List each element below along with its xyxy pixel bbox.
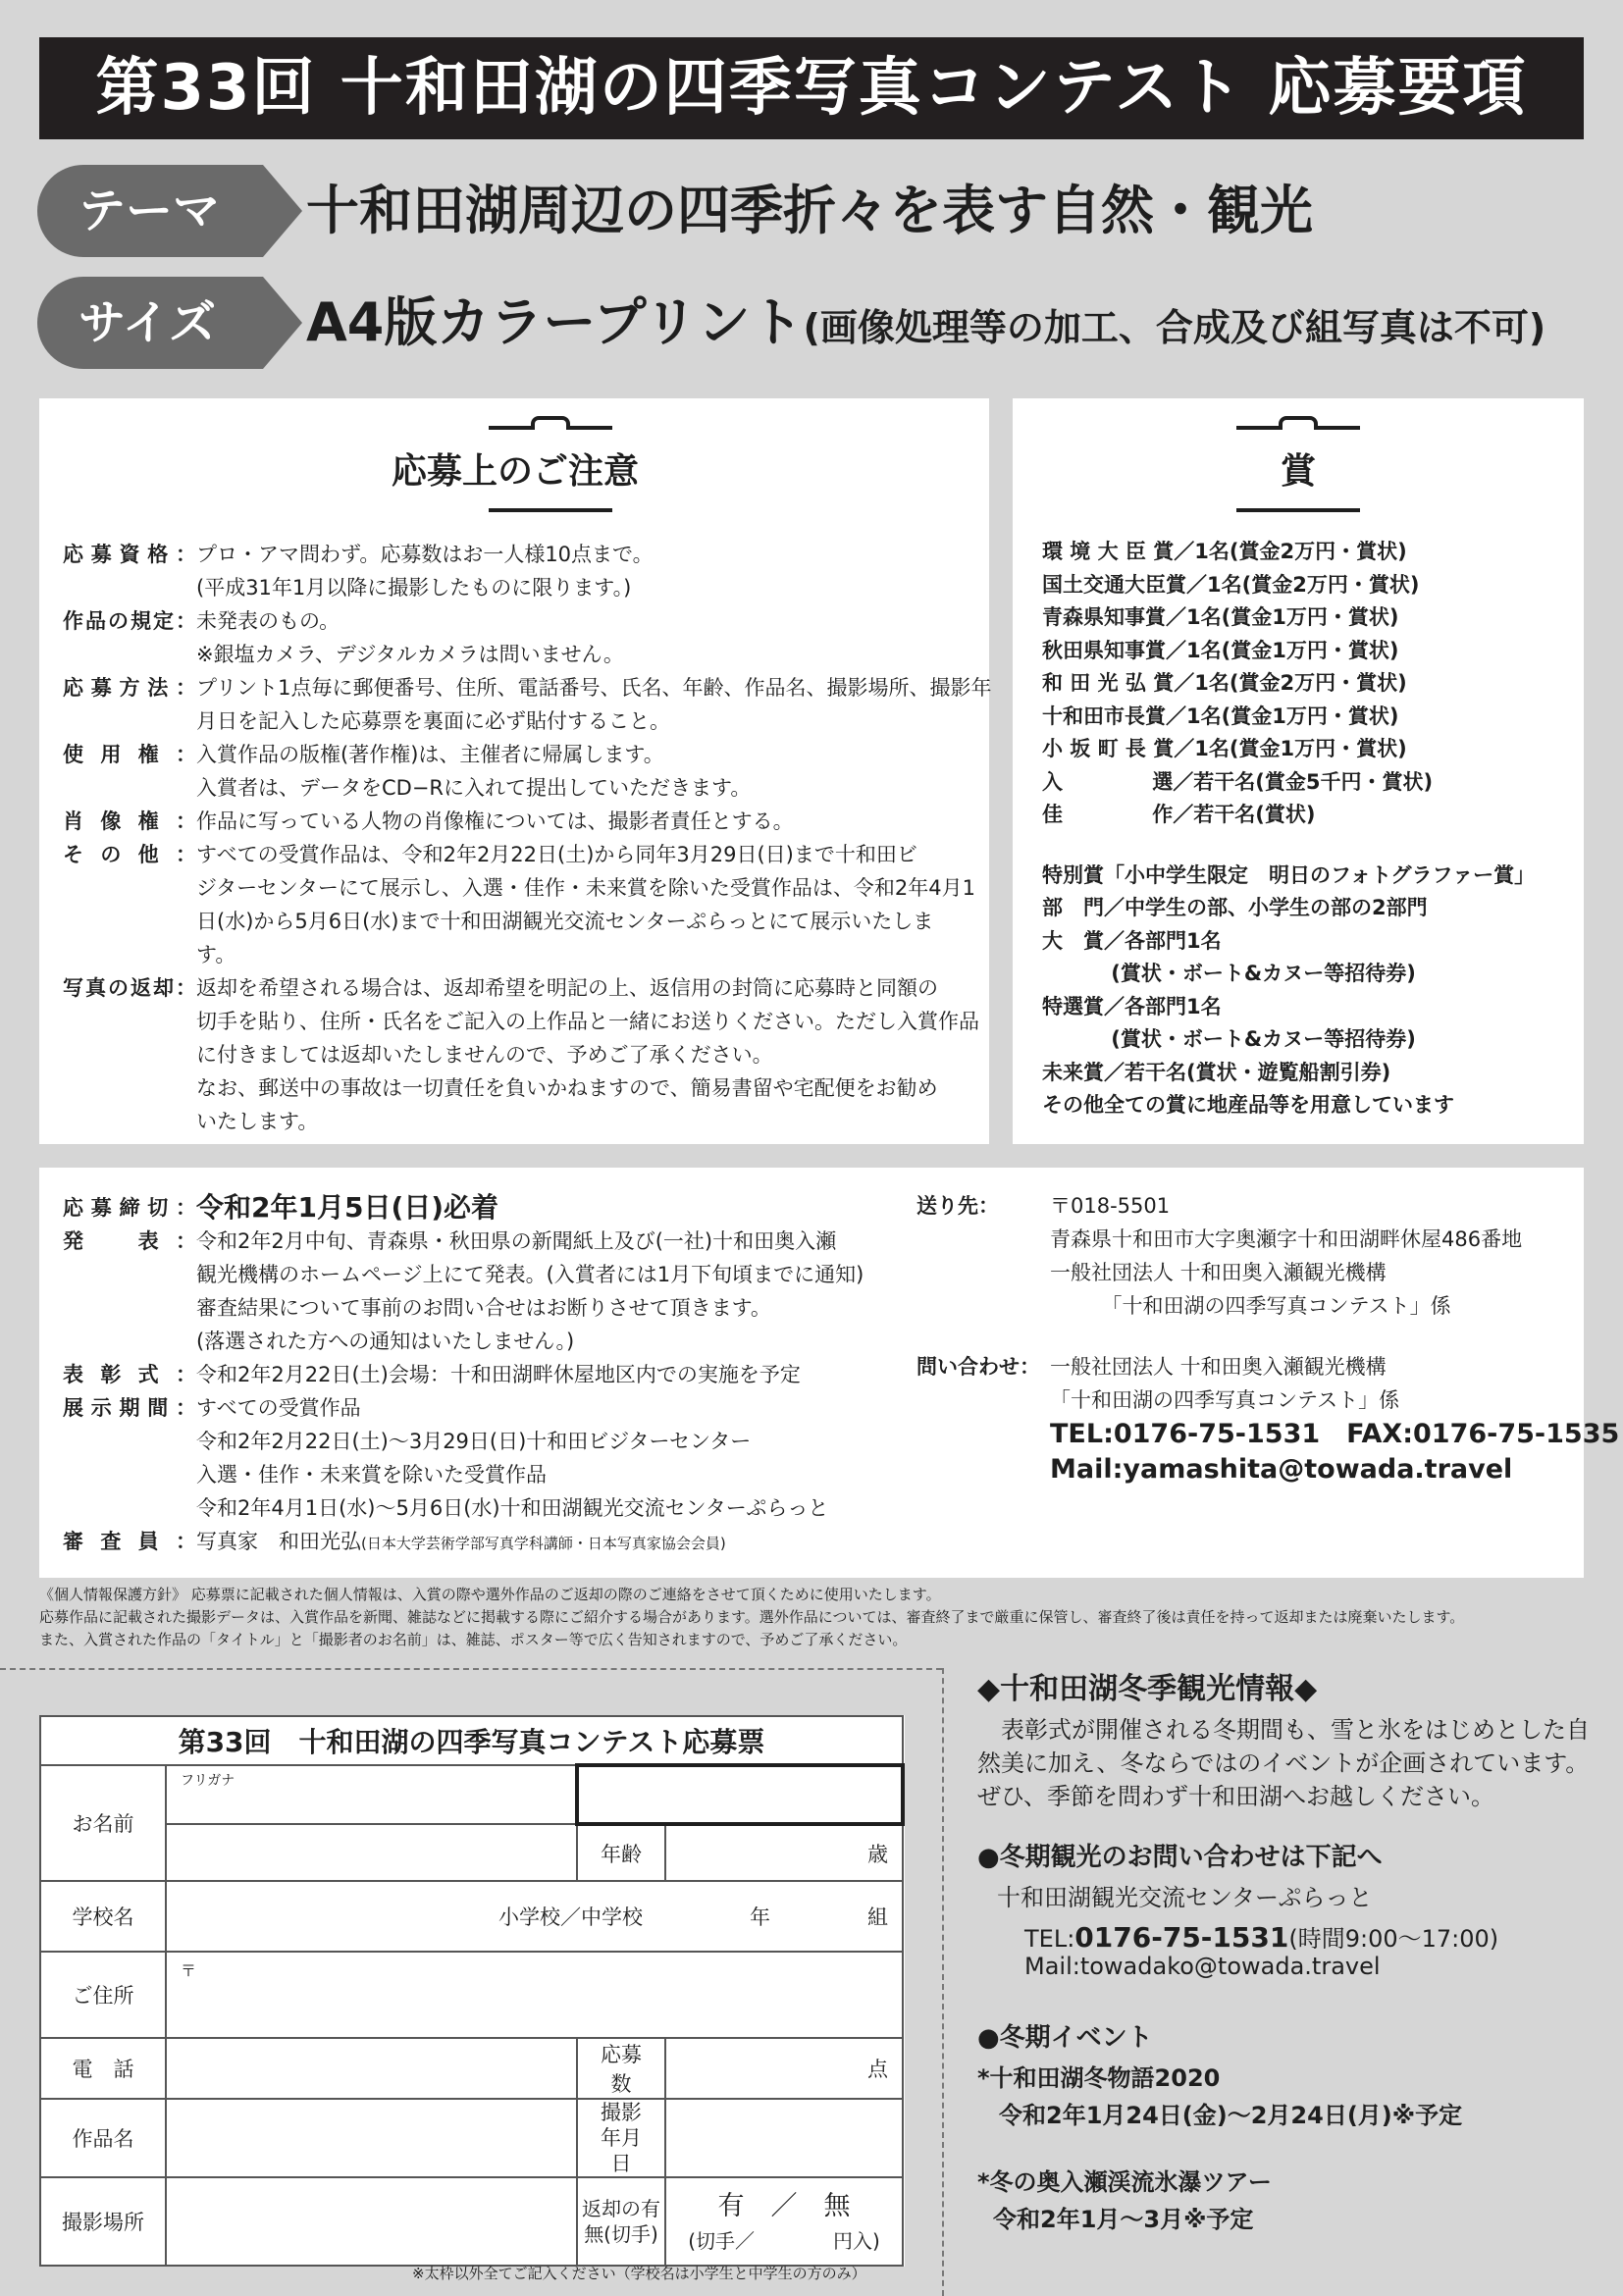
notice-row-label: 応募方法： [63,676,196,700]
notice-row-label: 応募資格： [63,543,196,566]
notice-row [63,838,975,971]
notice-row-label: その他： [63,843,196,866]
notice-row-value [196,671,992,738]
theme-text: 十和田湖周辺の四季折々を表す自然・観光 [306,180,1313,241]
schedule-row-label: 展示期間： [63,1396,196,1420]
notice-row-value [196,738,966,805]
schedule-row-value [196,1225,867,1358]
schedule-line: 令和2年2月22日(土)〜3月29日(日)十和田ビジターセンター [196,1430,752,1453]
special-prize-item: (賞状・ボート&カヌー等招待券) [1042,1027,1416,1051]
schedule-row-value [196,1525,867,1560]
schedule-row [63,1191,867,1225]
notice-line: プロ・アマ問わず。応募数はお一人様10点まで。 [196,543,654,566]
notice-line: プリント1点毎に郵便番号、住所、電話番号、氏名、年齢、作品名、撮影場所、撮影年 [196,676,992,700]
form-place-input[interactable] [166,2177,577,2266]
form-count-label: 応募数 [577,2038,665,2099]
schedule-line: 令和2年2月22日(土)会場：十和田湖畔休屋地区内での実施を予定 [196,1363,801,1386]
special-prize-item: 部 門／中学生の部、小学生の部の2部門 [1042,896,1428,919]
notice-line: 入賞作品の版権(著作権)は、主催者に帰属します。 [196,743,664,766]
form-furigana[interactable]: フリガナ [166,1765,577,1824]
notice-line: ※銀塩カメラ、デジタルカメラは問いません。 [196,643,624,666]
form-address-label: ご住所 [40,1952,166,2038]
form-phone-label: 電 話 [40,2038,166,2099]
winter-tel[interactable]: 0176-75-1531 [1074,1921,1289,1954]
entry-form [39,1715,905,2267]
winter-inquiry-name: 十和田湖観光交流センターぷらっと [997,1884,1373,1911]
schedule-row-label: 審査員： [63,1530,196,1553]
school-year: 年 [750,1905,770,1929]
contact-tel-fax: TEL:0176-75-1531 FAX:0176-75-1535 [1050,1419,1620,1449]
winter-inquiry-title: ●冬期観光のお問い合わせは下記へ [977,1843,1383,1872]
notice-line: 未発表のもの。 [196,609,340,633]
notice-line: 作品に写っている人物の肖像権については、撮影者責任とする。 [196,809,794,833]
cut-line-vertical [942,1668,944,2296]
form-phone-input[interactable] [166,2038,577,2099]
notice-heading: 応募上のご注意 [391,451,639,492]
form-age-label: 年齢 [577,1824,665,1881]
notice-row-label: 使用権： [63,743,196,766]
schedule-row [63,1525,867,1560]
cut-line [0,1668,942,1670]
prize-item: 和 田 光 弘 賞／1名(賞金2万円・賞状) [1042,671,1407,695]
prize-heading: 賞 [1280,451,1316,492]
prize-item: 秋田県知事賞／1名(賞金1万円・賞状) [1042,638,1399,662]
winter-intro [977,1713,1590,1813]
size-text-block [306,277,1545,374]
notice-row [63,604,966,671]
schedule-line: 令和2年2月中旬、青森県・秋田県の新聞紙上及び(一社)十和田奥入瀬 [196,1229,837,1253]
notice-line: ジターセンターにて展示し、入選・佳作・未来賞を除いた受賞作品は、令和2年4月1 [196,876,975,900]
notice-line: す。 [196,943,236,966]
winter-event1-date: 令和2年1月24日(金)〜2月24日(月)※予定 [999,2102,1463,2129]
special-prize-item: 特選賞／各部門1名 [1042,994,1222,1018]
notice-row-label: 写真の返却： [63,976,196,1000]
notice-row-value [196,838,975,971]
form-place-label: 撮影場所 [40,2177,166,2266]
notice-row-value [196,805,966,838]
contact-label: 問い合わせ： [916,1355,1040,1379]
form-school-label: 学校名 [40,1881,166,1952]
winter-event-title: ●冬期イベント [977,2023,1153,2053]
notice-line: 切手を貼り、住所・氏名をご記入の上作品と一緒にお送りください。ただし入賞作品 [196,1010,979,1033]
schedule-line: 審査結果について事前のお問い合せはお断りさせて頂きます。 [196,1296,771,1320]
prize-item: 入 選／若干名(賞金5千円・賞状) [1042,769,1434,794]
schedule-line: 令和2年1月5日(日)必着 [196,1191,499,1224]
notice-line: すべての受賞作品は、令和2年2月22日(土)から同年3月29日(日)まで十和田ビ [196,843,917,866]
notice-row-value [196,538,966,604]
winter-hours: (時間9:00〜17:00) [1288,1925,1499,1953]
form-shot-date-label: 撮影年月日 [577,2099,665,2177]
size-note: (画像処理等の加工、合成及び組写真は不可) [803,306,1546,349]
form-school-input[interactable] [166,1881,903,1952]
form-age-input[interactable]: 歳 [665,1824,903,1881]
form-note: ※太枠以外全てご記入ください（学校名は小学生と中学生の方のみ） [412,2265,866,2282]
special-prize-item: 特別賞「小中学生限定 明日のフォトグラファー賞」 [1042,862,1536,887]
notice-line: いたします。 [196,1110,319,1133]
winter-event1-name: *十和田湖冬物語2020 [977,2064,1221,2092]
page-title: 第33回 十和田湖の四季写真コンテスト 応募要項 [39,37,1584,139]
form-return-input[interactable] [665,2177,903,2266]
school-type: 小学校／中学校 [498,1905,643,1929]
send-line: 一般社団法人 十和田奥入瀬観光機構 [1050,1261,1387,1284]
winter-intro-line: ぜひ、季節を問わず十和田湖へお越しください。 [977,1783,1495,1810]
notice-line: に付きましては返却いたしませんので、予めご了承ください。 [196,1043,773,1067]
schedule-row-label: 表彰式： [63,1363,196,1386]
notice-line: なお、郵送中の事故は一切責任を負いかねますので、簡易書留や宅配便をお勧め [196,1076,938,1100]
send-line: 〒018-5501 [1050,1194,1171,1218]
special-prize-item: 大 賞／各部門1名 [1042,928,1222,953]
contact-org [1050,1350,1399,1417]
notice-line: 日(水)から5月6日(水)まで十和田湖観光交流センターぷらっとにて展示いたしま [196,910,934,933]
schedule-line: 写真家 和田光弘(日本大学芸術学部写真学科講師・日本写真家協会会員) [196,1530,726,1553]
schedule-row-value [196,1391,867,1525]
schedule-row-value [196,1191,867,1225]
prize-item: 小 坂 町 長 賞／1名(賞金1万円・賞状) [1042,737,1407,760]
privacy-line: 応募作品に記載された撮影データは、入賞作品を新聞、雑誌などに掲載する際にご紹介する場合があります。選外作品については、審査終了まで厳重に保管し、審査終了後は責任を持って返却または廃棄いたします。 [39,1608,1465,1626]
schedule-line: (落選された方への通知はいたしません。) [196,1330,575,1353]
form-furigana-box[interactable] [577,1765,903,1824]
notice-row [63,671,992,738]
notice-row [63,805,966,838]
size-text: A4版カラープリント [306,291,804,353]
form-work-input[interactable] [166,2099,577,2177]
notice-line: 入賞者は、データをCD−Rに入れて提出していただきます。 [196,776,752,800]
return-stamp: (切手／ 円入) [688,2229,880,2253]
winter-tel-label: TEL: [1024,1925,1075,1953]
form-title: 第33回 十和田湖の四季写真コンテスト応募票 [40,1716,903,1765]
winter-inquiry-tel-row [1024,1919,1498,1954]
notice-row-value [196,971,979,1138]
schedule-line: 観光機構のホームページ上にて発表。(入賞者には1月下旬頃までに通知) [196,1263,864,1286]
schedule-row-value [196,1358,867,1391]
send-label: 送り先： [916,1194,999,1218]
notice-row-value [196,604,966,671]
size-label: サイズ [37,277,263,369]
form-name-label: お名前 [40,1765,166,1881]
winter-mail[interactable]: Mail:towadako@towada.travel [1024,1953,1381,1980]
form-work-label: 作品名 [40,2099,166,2177]
schedule-row-label: 発 表： [63,1229,196,1253]
schedule-line: すべての受賞作品 [196,1396,361,1420]
schedule-line: 令和2年4月1日(水)〜5月6日(水)十和田湖観光交流センターぷらっと [196,1496,829,1520]
school-class: 組 [867,1905,888,1929]
privacy-line: また、入賞された作品の「タイトル」と「撮影者のお名前」は、雑誌、ポスター等で広く告知されますので、予めご了承ください。 [39,1631,908,1648]
winter-intro-line: 表彰式が開催される冬期間も、雪と氷をはじめとした自 [1001,1716,1590,1744]
schedule-line: 入選・佳作・未来賞を除いた受賞作品 [196,1463,547,1487]
notice-row-label: 作品の規定： [63,609,196,633]
form-shot-date-input[interactable] [665,2099,903,2177]
notice-row [63,738,966,805]
prize-camera-bottom-icon [1236,508,1360,512]
notice-line: 返却を希望される場合は、返却希望を明記の上、返信用の封筒に応募時と同額の [196,976,938,1000]
schedule-note: (日本大学芸術学部写真学科講師・日本写真家協会会員) [361,1535,726,1552]
winter-intro-line: 然美に加え、冬ならではのイベントが企画されています。 [977,1749,1590,1777]
special-prize-item: 未来賞／若干名(賞状・遊覧船割引券) [1042,1060,1391,1084]
privacy-line: 《個人情報保護方針》 応募票に記載された個人情報は、入賞の際や選外作品のご返却の際のご連絡をさせて頂くために使用いたします。 [39,1586,941,1603]
contact-line: 「十和田湖の四季写真コンテスト」係 [1050,1388,1400,1412]
contact-mail[interactable]: Mail:yamashita@towada.travel [1050,1454,1513,1485]
schedule-row [63,1391,867,1525]
special-prize-item: その他全ての賞に地産品等を用意しています [1042,1093,1454,1117]
schedule-row [63,1358,867,1391]
form-count-input[interactable]: 点 [665,2038,903,2099]
camera-bottom-icon [489,508,612,512]
return-choice[interactable]: 有 ／ 無 [717,2191,851,2221]
winter-title: ◆十和田湖冬季観光情報◆ [977,1672,1318,1706]
special-prize-item: (賞状・ボート&カヌー等招待券) [1042,962,1416,985]
prize-camera-bump-icon [1279,416,1318,430]
form-return-label: 返却の有無(切手) [577,2177,665,2266]
notice-row [63,538,966,604]
prize-item: 環 境 大 臣 賞／1名(賞金2万円・賞状) [1042,540,1407,563]
notice-line: 月日を記入した応募票を裏面に必ず貼付すること。 [196,709,670,733]
prize-item: 十和田市長賞／1名(賞金1万円・賞状) [1042,704,1399,728]
prize-item: 青森県知事賞／1名(賞金1万円・賞状) [1042,605,1399,629]
send-line: 青森県十和田市大字奥瀬字十和田湖畔休屋486番地 [1050,1227,1523,1251]
form-address-input[interactable]: 〒 [166,1952,903,2038]
winter-event2-date: 令和2年1月〜3月※予定 [993,2206,1254,2233]
contact-line: 一般社団法人 十和田奥入瀬観光機構 [1050,1355,1387,1379]
theme-label: テーマ [37,165,263,257]
camera-bump-icon [531,416,570,430]
notice-line: (平成31年1月以降に撮影したものに限ります。) [196,576,632,600]
send-line: 「十和田湖の四季写真コンテスト」係 [1050,1294,1451,1318]
prize-item: 国土交通大臣賞／1名(賞金2万円・賞状) [1042,572,1420,597]
winter-event2-name: *冬の奥入瀬渓流氷瀑ツアー [977,2168,1272,2196]
form-name-input[interactable] [166,1824,577,1881]
schedule-row-label: 応募締切： [63,1196,196,1220]
schedule-row [63,1225,867,1358]
notice-row [63,971,979,1138]
notice-row-label: 肖像権： [63,809,196,833]
send-address [1050,1189,1522,1323]
prize-item: 佳 作／若干名(賞状) [1042,803,1316,826]
